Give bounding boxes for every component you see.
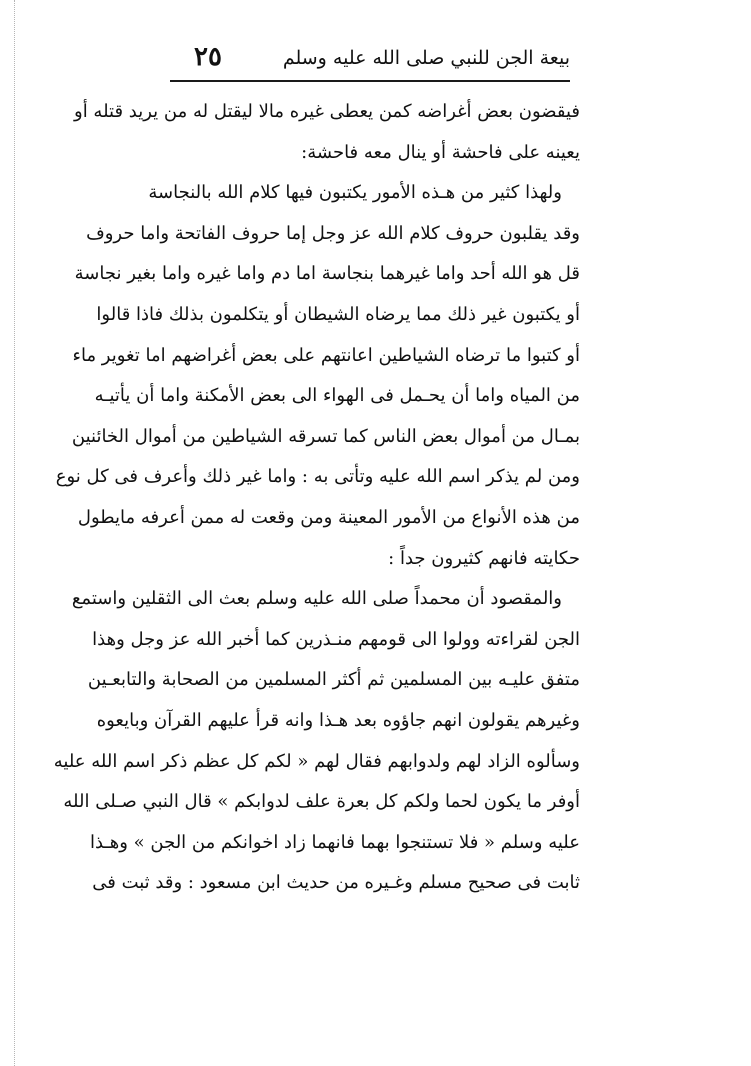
text-line: عليه وسلم « فلا تستنجوا بهما فانهما زاد اخوانكم من الجن » وهـذا (90, 831, 580, 853)
text-line: أو كتبوا ما ترضاه الشياطين اعانتهم على بعض أغراضهم اما تغوير ماء (72, 344, 580, 366)
text-line: ومن لم يذكر اسم الله عليه وتأتى به : واما غير ذلك وأعرف فى كل نوع (55, 466, 580, 488)
page-edge-line (14, 0, 15, 1066)
text-line: قل هو الله أحد واما غيرهما بنجاسة اما دم واما غيره واما بغير نجاسة (74, 263, 580, 285)
paragraph (55, 173, 580, 579)
paragraph (53, 579, 580, 904)
paragraph (74, 92, 580, 173)
page-number: ٢٥ (194, 42, 222, 72)
text-line: أو يكتبون غير ذلك مما يرضاه الشيطان أو يتكلمون بذلك فاذا قالوا (96, 303, 580, 325)
text-line: من المياه واما أن يحـمل فى الهواء الى بعض الأمكنة واما أن يأتيـه (94, 385, 580, 407)
text-line: الجن لقراءته وولوا الى قومهم منـذرين كما أخبر الله عز وجل وهذا (92, 628, 580, 650)
text-line: حكايته فانهم كثيرون جداً : (388, 547, 580, 569)
page-header (170, 40, 570, 82)
text-line: فيقضون بعض أغراضه كمن يعطى غيره مالا ليقتل له من يريد قتله أو (74, 101, 580, 122)
text-line: أوفر ما يكون لحما ولكم كل بعرة علف لدوابكم » قال النبي صـلى الله (63, 791, 580, 813)
text-line: ثابت فى صحيح مسلم وغـيره من حديث ابن مسعود : وقد ثبت فى (92, 872, 580, 894)
text-line: والمقصود أن محمداً صلى الله عليه وسلم بعث الى الثقلين واستمع (71, 588, 562, 610)
text-line: وغيرهم يقولون انهم جاؤوه بعد هـذا وانه قرأ عليهم القرآن وبايعوه (96, 709, 580, 731)
text-line: يعينه على فاحشة أو ينال معه فاحشة: (301, 141, 580, 163)
text-line: وسألوه الزاد لهم ولدوابهم فقال لهم « لكم كل عظم ذكر اسم الله عليه (53, 750, 580, 772)
body-text (53, 92, 580, 904)
text-line: وقد يقلبون حروف كلام الله عز وجل إما حروف الفاتحة واما حروف (86, 222, 580, 244)
running-title: بيعة الجن للنبي صلى الله عليه وسلم (282, 47, 570, 69)
text-line: بمـال من أموال بعض الناس كما تسرقه الشياطين من أموال الخائنين (71, 425, 580, 447)
text-line: متفق عليـه بين المسلمين ثم أكثر المسلمين من الصحابة والتابعـين (87, 669, 580, 691)
text-line: من هذه الأنواع من الأمور المعينة ومن وقعت له ممن أعرفه مايطول (77, 506, 580, 528)
text-line: ولهذا كثير من هـذه الأمور يكتبون فيها كلام الله بالنجاسة (148, 182, 562, 204)
header-rule (170, 80, 570, 82)
